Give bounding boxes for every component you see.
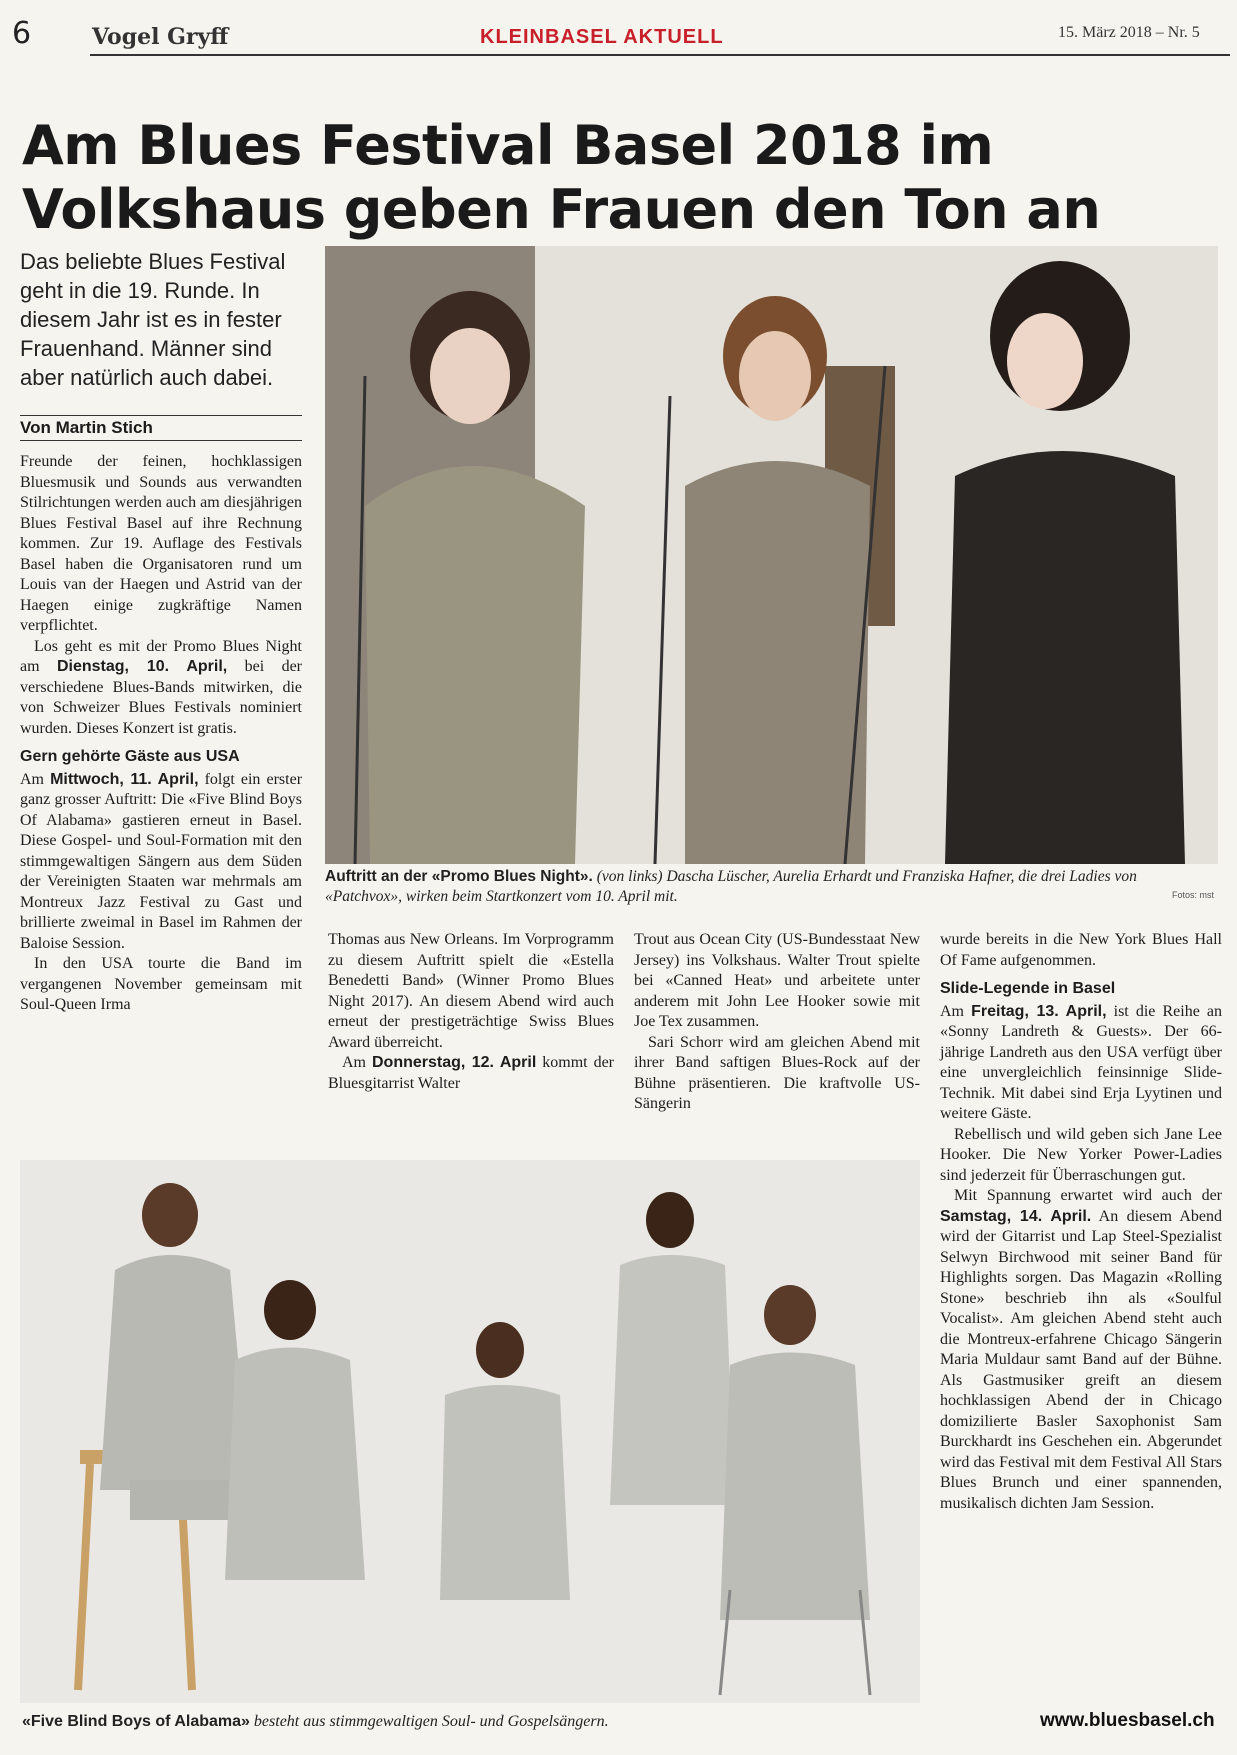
photo-caption-five-blind-boys: «Five Blind Boys of Alabama» besteht aus stimmgewaltigen Soul- und Gospelsängern.: [22, 1713, 609, 1730]
article-column-3: [634, 930, 920, 1115]
paragraph: Los geht es mit der Promo Blues Night am Dienstag, 10. April, bei der verschiedene Blues-Bands mitwirken, die von Schweizer Blues Festivals nominiert wurden. Dieses Konzert ist gratis.: [20, 637, 303, 737]
photo-credit: Fotos: mst: [1172, 890, 1215, 900]
photo-caption-patchvox: Auftritt an der «Promo Blues Night». (von links) Dascha Lüscher, Aurelia Erhardt und Franziska Hafner, die drei Ladies von «Patchvox», wirken beim Startkonzert vom 10. April mit.: [325, 868, 1137, 905]
paragraph: Trout aus Ocean City (US-Bundesstaat New Jersey) ins Volkshaus. Walter Trout spielte bei «Canned Heat» und arbeitete unter anderem mit John Lee Hooker sowie mit Joe Tex zusammen.: [634, 931, 920, 1030]
photo-patchvox-illustration: [325, 246, 1218, 864]
festival-url[interactable]: www.bluesbasel.ch: [1040, 1710, 1215, 1731]
section-title: KLEINBASEL AKTUELL: [480, 26, 724, 48]
paragraph: Thomas aus New Orleans. Im Vorprogramm zu diesem Auftritt spielt die «Estella Benedetti Band» (Winner Promo Blues Night 2017). An diesem Abend wird auch erneut der prestigeträchtige Swiss Blues Award überreicht.: [328, 931, 614, 1051]
subheading: Gern gehörte Gäste aus USA: [20, 748, 240, 765]
photo-five-blind-boys: [20, 1160, 920, 1703]
page-number: 6: [12, 16, 32, 51]
headline-line-1: Am Blues Festival Basel 2018 im: [22, 114, 994, 177]
byline: Von Martin Stich: [20, 415, 302, 441]
paragraph: Sari Schorr wird am gleichen Abend mit ihrer Band saftigen Blues-Rock auf der Bühne präsentieren. Die kraftvolle US-Sängerin: [634, 1033, 920, 1112]
issue-date: 15. März 2018 – Nr. 5: [1058, 24, 1200, 41]
paper-name: Vogel Gryff: [92, 24, 229, 50]
headline-line-2: Volkshaus geben Frauen den Ton an: [22, 178, 1101, 241]
paragraph: In den USA tourte die Band im vergangenen November gemeinsam mit Soul-Queen Irma: [20, 955, 302, 1013]
photo-five-blind-boys-illustration: [20, 1160, 920, 1703]
photo-patchvox: [325, 246, 1218, 864]
headline: [22, 114, 1222, 242]
article-column-1: [20, 452, 302, 1016]
article-column-4: [940, 930, 1222, 1514]
article-column-2: [328, 930, 614, 1094]
masthead-rule: [90, 54, 1230, 56]
paragraph: Rebellisch und wild geben sich Jane Lee Hooker. Die New Yorker Power-Ladies sind jederzeit für Überraschungen gut.: [940, 1125, 1222, 1184]
paragraph: wurde bereits in die New York Blues Hall Of Fame aufgenommen.: [940, 931, 1222, 969]
paragraph: Am Mittwoch, 11. April, folgt ein erster ganz grosser Auftritt: Die «Five Blind Boys Of Alabama» gastieren erneut in Basel. Diese Gospel- und Soul-Formation mit den stimmgewaltigen Sängern aus dem Süden der Vereinigten Staaten war mehrmals am Montreux Jazz Festival zu Gast und brillierte zweimal in Basel im Rahmen der Baloise Session.: [20, 770, 303, 952]
article-lead: Das beliebte Blues Festival geht in die 19. Runde. In diesem Jahr ist es in fester Frauenhand. Männer sind aber natürlich auch dabei.: [20, 249, 286, 390]
paragraph: Freunde der feinen, hochklassigen Bluesmusik und Sounds aus verwandten Stilrichtungen werden auch am diesjährigen Blues Festival Basel auf ihre Rechnung kommen. Zur 19. Auflage des Festivals Basel haben die Organisatoren rund um Louis van der Haegen und Astrid van der Haegen einige zugkräftige Namen verpflichtet.: [20, 453, 302, 634]
paragraph: Am Donnerstag, 12. April kommt der Bluesgitarrist Walter: [328, 1054, 615, 1092]
subheading: Slide-Legende in Basel: [940, 980, 1116, 997]
paragraph: Am Freitag, 13. April, ist die Reihe an «Sonny Landreth & Guests». Der 66-jährige Landreth aus den USA verfügt über eine unvergleichlich feinsinnige Slide-Technik. Mit dabei sind Erja Lyytinen und weitere Gäste.: [940, 1002, 1223, 1122]
paragraph: Mit Spannung erwartet wird auch der Samstag, 14. April. An diesem Abend wird der Gitarrist und Lap Steel-Spezialist Selwyn Birchwood mit seiner Band für Highlights sorgen. Das Magazin «Rolling Stone» beschrieb ihn als «Soulful Vocalist». Am gleichen Abend steht auch die Montreux-erfahrene Chicago Sängerin Maria Muldaur samt Band auf der Bühne. Als Gastmusiker greift an diesem hochklassigen Abend der in Chicago domizilierte Basler Saxophonist Sam Burckhardt ins Geschehen ein. Abgerundet wird das Festival mit dem Festival All Stars Blues Brunch und einer spannenden, musikalisch dichten Jam Session.: [940, 1187, 1222, 1512]
